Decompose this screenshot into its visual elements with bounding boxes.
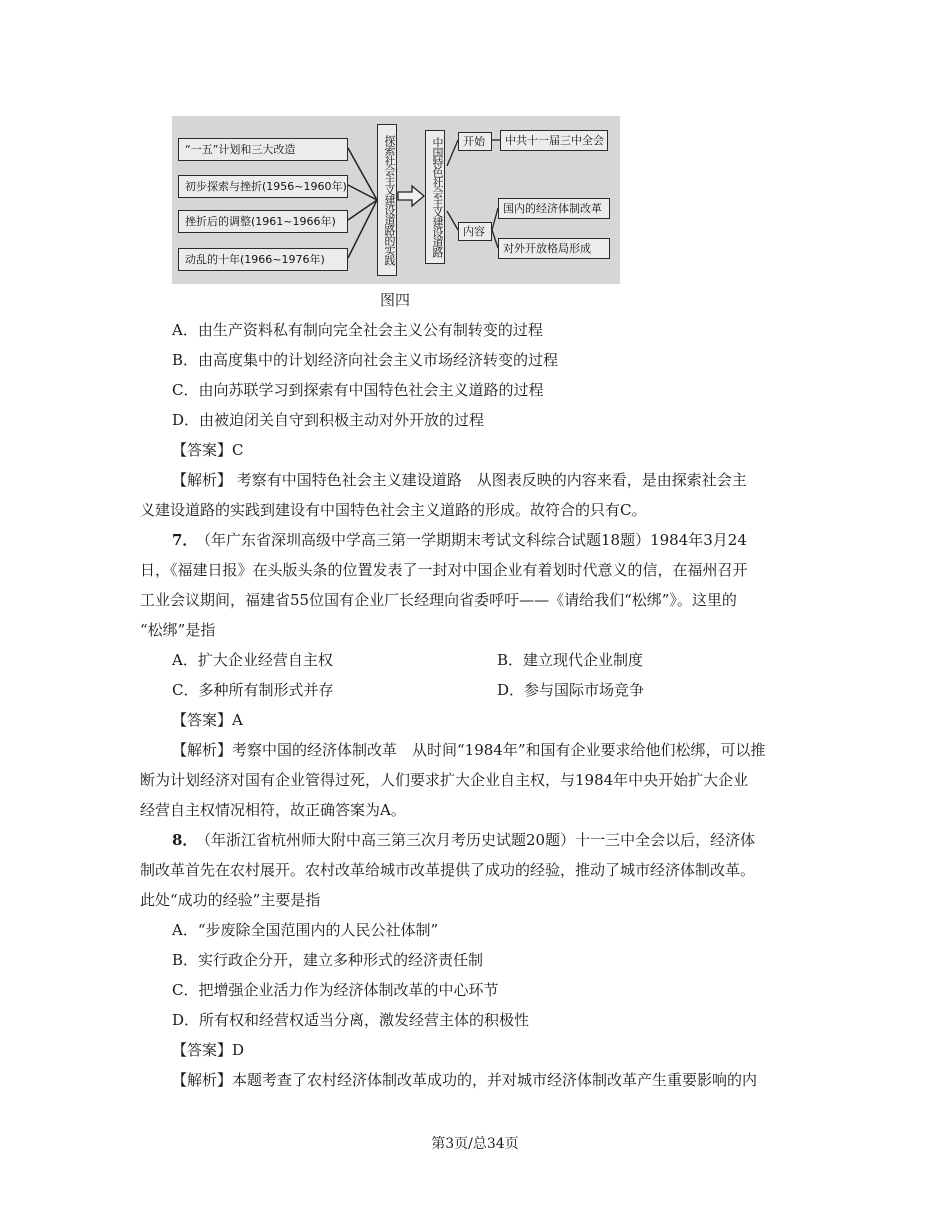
q6-answer: 【答案】C [172, 441, 244, 459]
diagram-label-start: 开始 [458, 132, 492, 151]
q8-stem-line: （年浙江省杭州师大附中高三第三次月考历史试题20题）十一三中全会以后，经济体 [196, 831, 756, 849]
q8-option-c: C．把增强企业活力作为经济体制改革的中心环节 [172, 981, 499, 999]
diagram-box-adjustment: 挫折后的调整(1961~1966年) [178, 210, 348, 233]
diagram-box-opening-up: 对外开放格局形成 [498, 238, 610, 259]
q7-stem-line: 日，《福建日报》在头版头条的位置发表了一封对中国企业有着划时代意义的信，在福州召开 [140, 561, 748, 579]
q8-option-d: D．所有权和经营权适当分离，激发经营主体的积极性 [172, 1011, 530, 1029]
q7-stem-line: 工业会议期间，福建省55位国有企业厂长经理向省委呼吁——《请给我们“松绑”》。这里的 [140, 591, 737, 609]
q7-analysis-line: 【解析】考察中国的经济体制改革 从时间“1984年”和国有企业要求给他们松绑，可以推 [172, 741, 766, 759]
q8-number: 8． [172, 831, 198, 849]
q6-analysis-line: 【解析】 考察有中国特色社会主义建设道路 从图表反映的内容来看，是由探索社会主 [172, 471, 747, 489]
page-footer: 第3页/总34页 [431, 1136, 519, 1152]
q7-stem-line: “松绑”是指 [140, 621, 216, 639]
figure-caption: 图四 [380, 291, 411, 309]
q7-stem-line: （年广东省深圳高级中学高三第一学期期末考试文科综合试题18题）1984年3月24 [196, 531, 747, 549]
diagram-box-exploration-practice: 探索社会主义建设道路的实践 [377, 124, 397, 276]
diagram-box-economic-reform: 国内的经济体制改革 [498, 198, 610, 219]
diagram-box-ten-years: 动乱的十年(1966~1976年) [178, 248, 348, 271]
q6-option-c: C．由向苏联学习到探索有中国特色社会主义道路的过程 [172, 381, 544, 399]
diagram-label-content: 内容 [458, 222, 492, 241]
q7-analysis-line: 断为计划经济对国有企业管得过死，人们要求扩大企业自主权，与1984年中央开始扩大企业 [140, 771, 749, 789]
q6-option-b: B．由高度集中的计划经济向社会主义市场经济转变的过程 [172, 351, 559, 369]
q6-analysis-line: 义建设道路的实践到建设有中国特色社会主义道路的形成。故符合的只有C。 [140, 501, 647, 519]
q7-option-d: D．参与国际市场竞争 [497, 681, 645, 699]
q7-analysis-line: 经营自主权情况相符，故正确答案为A。 [140, 801, 406, 819]
q8-option-b: B．实行政企分开，建立多种形式的经济责任制 [172, 951, 484, 969]
q7-number: 7． [172, 531, 198, 549]
q8-stem-line: 此处“成功的经验”主要是指 [140, 891, 321, 909]
q8-answer: 【答案】D [172, 1041, 245, 1059]
diagram-box-third-plenum: 中共十一届三中全会 [500, 130, 608, 151]
q8-stem-line: 制改革首先在农村展开。农村改革给城市改革提供了成功的经验，推动了城市经济体制改革。 [140, 861, 756, 879]
q8-analysis-line: 【解析】本题考查了农村经济体制改革成功的，并对城市经济体制改革产生重要影响的内 [172, 1071, 758, 1089]
diagram-figure [172, 116, 620, 284]
q7-option-b: B．建立现代企业制度 [497, 651, 644, 669]
diagram-box-chinese-characteristics: 中国特色社会主义建设道路 [425, 130, 445, 264]
q6-option-a: A．由生产资料私有制向完全社会主义公有制转变的过程 [172, 321, 543, 339]
q6-option-d: D．由被迫闭关自守到积极主动对外开放的过程 [172, 411, 485, 429]
q8-option-a: A．“步废除全国范围内的人民公社体制” [172, 921, 439, 939]
q7-answer: 【答案】A [172, 711, 243, 729]
q7-option-c: C．多种所有制形式并存 [172, 681, 334, 699]
diagram-box-initial-exploration: 初步探索与挫折(1956~1960年) [178, 175, 348, 198]
diagram-box-first-five-year-plan: “一五”计划和三大改造 [178, 138, 348, 161]
q7-option-a: A．扩大企业经营自主权 [172, 651, 333, 669]
